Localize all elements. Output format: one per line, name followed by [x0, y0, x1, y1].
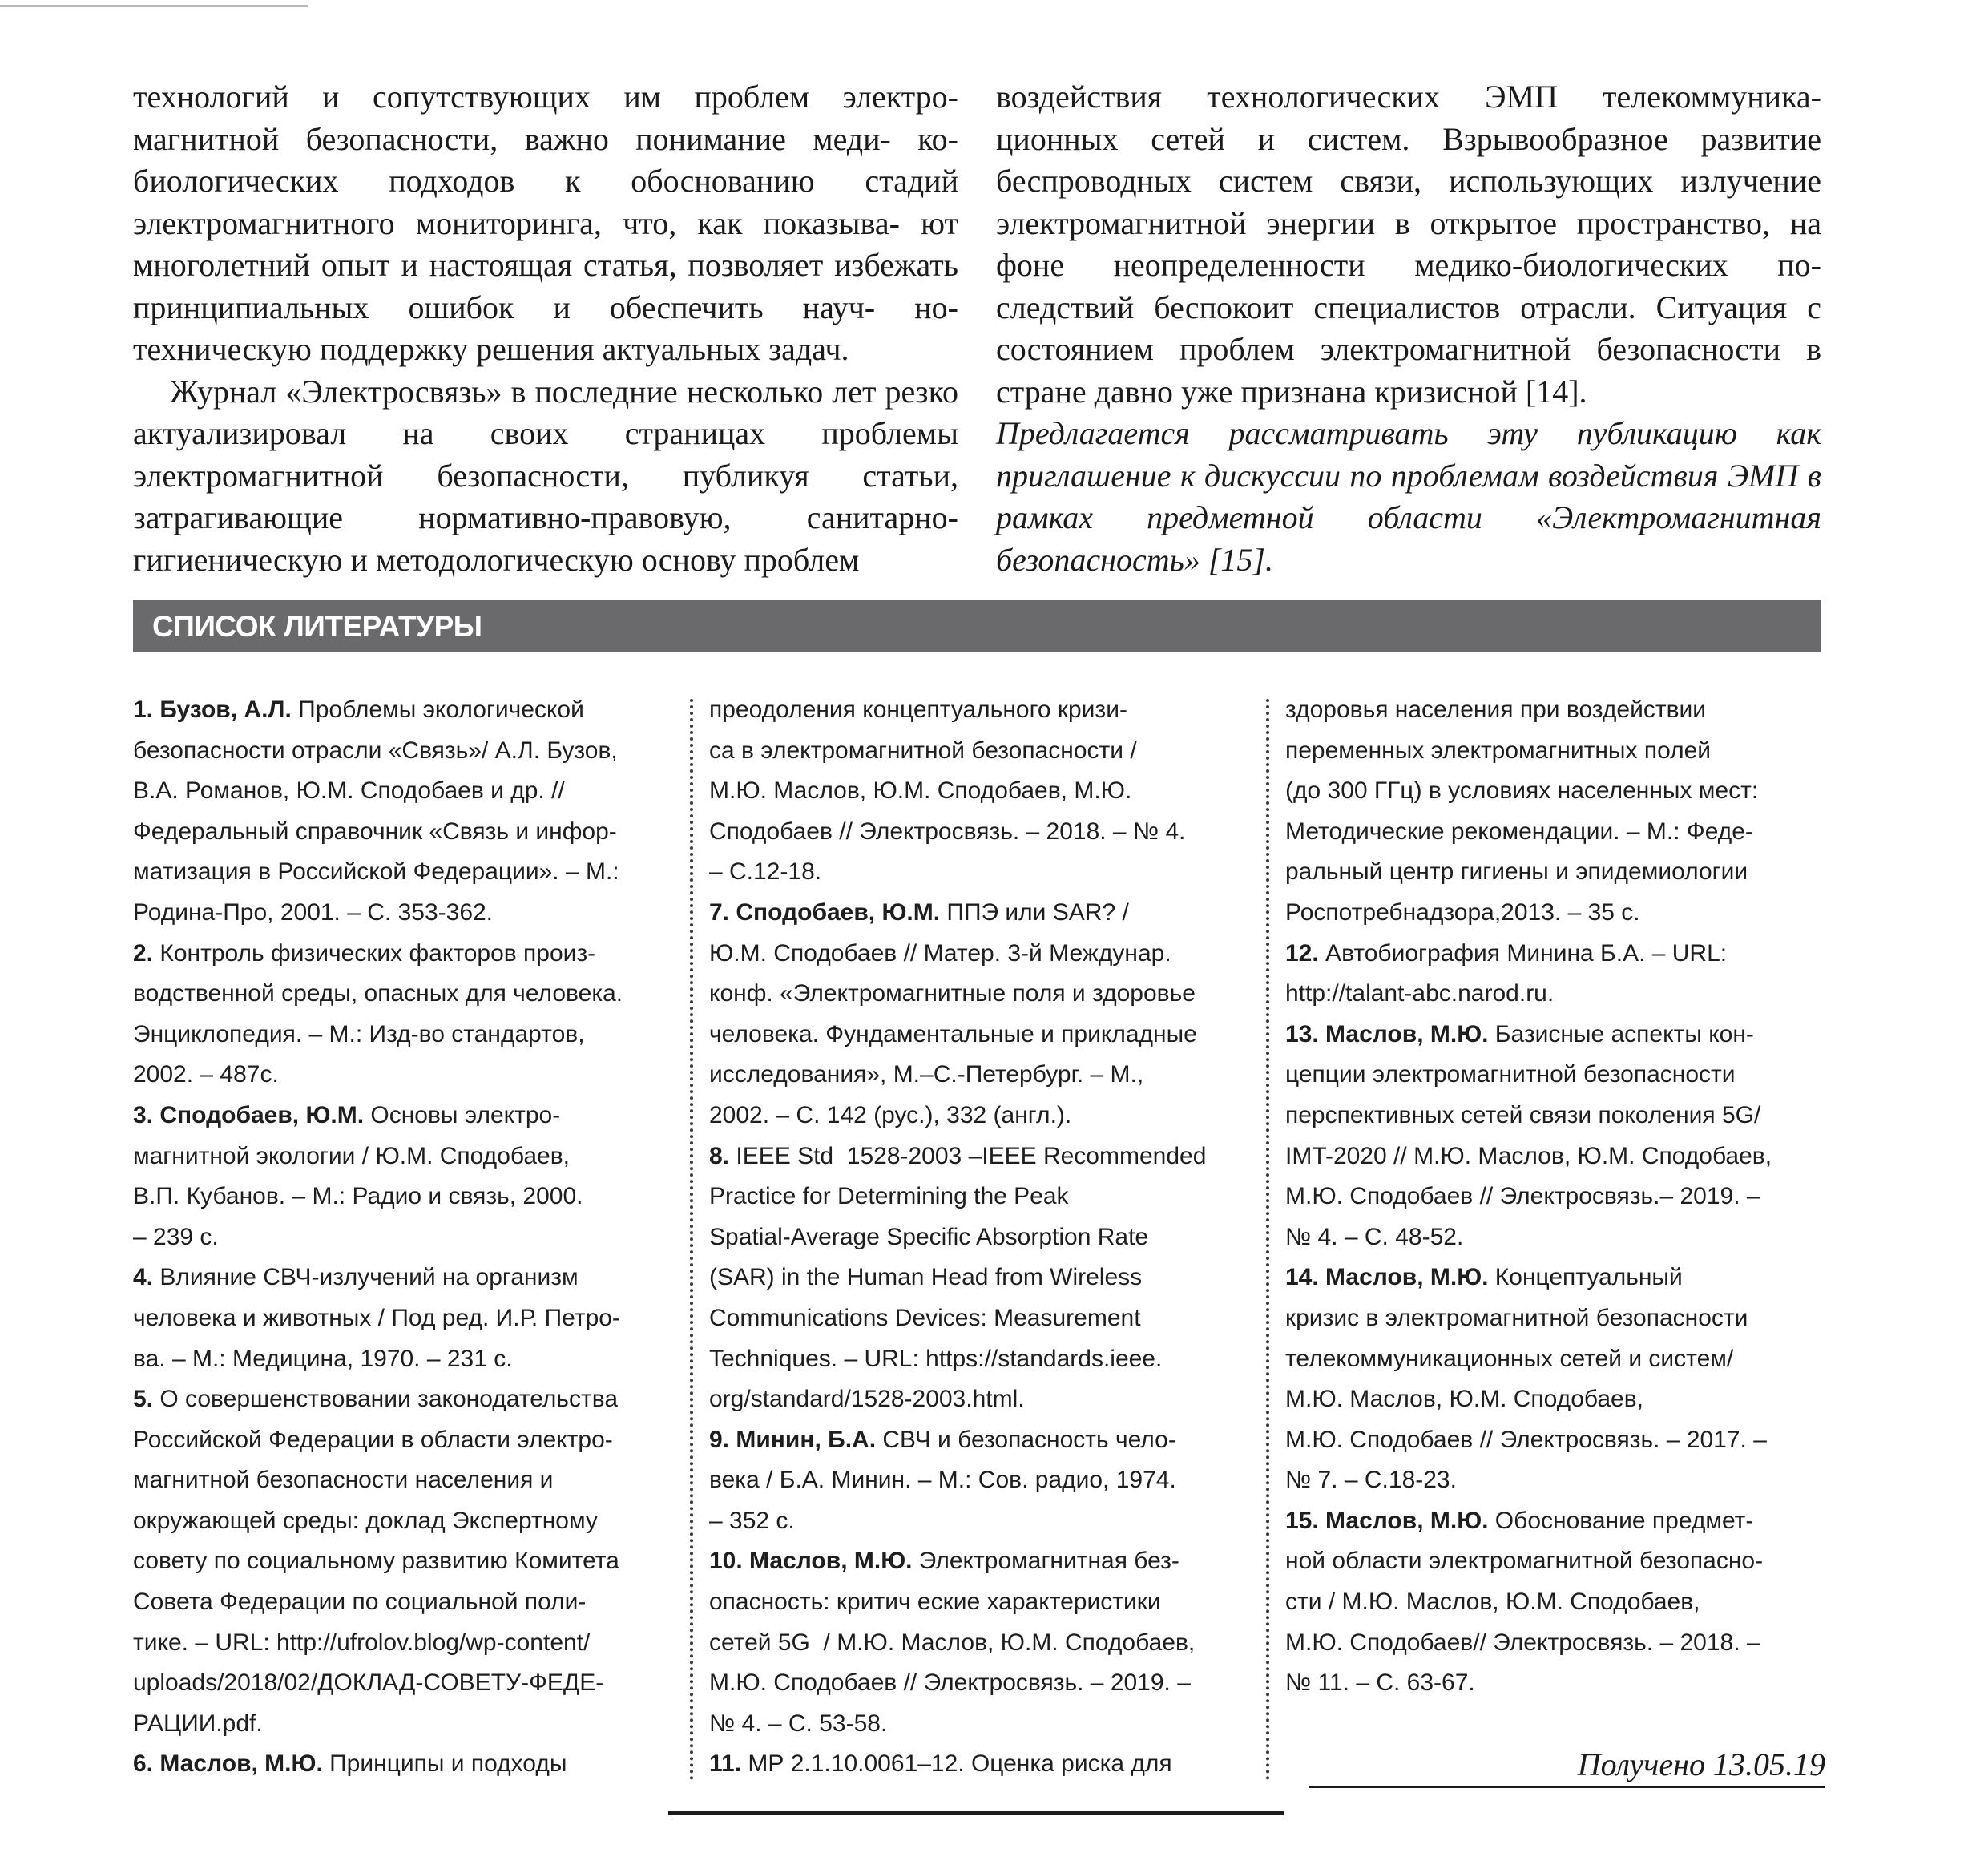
- reference-text: IEEE Std 1528-2003 –IEEE Recommended: [729, 1142, 1207, 1169]
- reference-text: М.Ю. Сподобаев// Электросвязь. – 2018. –: [1285, 1629, 1760, 1656]
- reference-text: магнитной экологии / Ю.М. Сподобаев,: [133, 1142, 571, 1169]
- reference-line: [133, 771, 690, 812]
- reference-text: окружающей среды: доклад Экспертному: [133, 1507, 598, 1534]
- reference-line: [709, 1420, 1266, 1461]
- reference-line: [1285, 1257, 1842, 1298]
- article-paragraph: [996, 76, 1821, 413]
- reference-line: [133, 1379, 690, 1420]
- reference-text: № 7. – С.18-23.: [1285, 1467, 1457, 1494]
- article-paragraph: [133, 76, 958, 371]
- reference-text: uploads/2018/02/ДОКЛАД-СОВЕТУ-ФЕДЕ-: [133, 1669, 604, 1697]
- reference-line: [1285, 1177, 1842, 1217]
- reference-text: М.Ю. Маслов, Ю.М. Сподобаев,: [1285, 1386, 1644, 1413]
- reference-author: 3. Сподобаев, Ю.М.: [133, 1101, 365, 1128]
- reference-line: [133, 690, 690, 731]
- reference-text: Проблемы экологической: [291, 696, 584, 723]
- reference-text: Методические рекомендации. – М.: Феде-: [1285, 817, 1753, 845]
- reference-line: [709, 934, 1266, 975]
- paragraph-text: воздействия технологических ЭМП телекоммуника- ционных сетей и систем. Взрывообразное развитие беспроводных систем связи, использующих излучение электромагнитной энергии в открытое пространство, на фоне неопределенности медико-биологических по- следствий беспокоит специалистов отрасли. Ситуация с состоянием проблем электромагнитной безопасности в стране давно уже признана кризисной [14].: [996, 79, 1821, 410]
- reference-text: опасность: критич еские характеристики: [709, 1588, 1161, 1616]
- reference-author: 4.: [133, 1264, 154, 1291]
- reference-line: [133, 1704, 690, 1745]
- reference-text: 2002. – 487с.: [133, 1061, 279, 1088]
- article-column-right: [996, 76, 1821, 581]
- reference-line: [1285, 1501, 1842, 1542]
- reference-line: [709, 1298, 1266, 1339]
- reference-line: [709, 1663, 1266, 1704]
- reference-author: 11.: [709, 1750, 742, 1778]
- reference-text: человека и животных / Под ред. И.Р. Петро-: [133, 1304, 620, 1331]
- reference-text: Базисные аспекты кон-: [1488, 1020, 1754, 1048]
- reference-text: Роспотребнадзора,2013. – 35 с.: [1285, 898, 1640, 926]
- reference-line: [709, 1096, 1266, 1136]
- reference-line: [1285, 1339, 1842, 1380]
- reference-line: [709, 1582, 1266, 1623]
- reference-author: 1. Бузов, А.Л.: [133, 696, 292, 723]
- reference-line: [1285, 1298, 1842, 1339]
- reference-text: В.А. Романов, Ю.М. Сподобаев и др. //: [133, 777, 565, 805]
- reference-line: [1285, 1015, 1842, 1056]
- reference-line: [133, 1339, 690, 1380]
- reference-line: [1285, 812, 1842, 853]
- reference-text: – С.12-18.: [709, 858, 822, 886]
- reference-text: безопасности отрасли «Связь»/ А.Л. Бузов,: [133, 737, 618, 764]
- references-column-3: [1285, 690, 1842, 1704]
- reference-text: М.Ю. Сподобаев // Электросвязь. – 2019. –: [709, 1669, 1191, 1697]
- reference-line: [709, 1257, 1266, 1298]
- reference-line: [133, 1541, 690, 1582]
- received-underline: [1309, 1786, 1825, 1788]
- reference-text: магнитной безопасности населения и: [133, 1467, 554, 1494]
- reference-text: Techniques. – URL: https://standards.ieee.: [709, 1345, 1163, 1372]
- reference-text: Российской Федерации в области электро-: [133, 1426, 613, 1453]
- reference-text: Принципы и подходы: [322, 1750, 567, 1778]
- reference-line: [1285, 934, 1842, 975]
- reference-text: Совета Федерации по социальной поли-: [133, 1588, 587, 1616]
- reference-author: 5.: [133, 1386, 154, 1413]
- reference-text: М.Ю. Маслов, Ю.М. Сподобаев, М.Ю.: [709, 777, 1132, 805]
- reference-line: [1285, 731, 1842, 772]
- reference-text: М.Ю. Сподобаев // Электросвязь. – 2017. –: [1285, 1426, 1767, 1453]
- reference-line: [709, 1015, 1266, 1056]
- reference-text: тике. – URL: http://ufrolov.blog/wp-content/: [133, 1629, 591, 1656]
- reference-text: Энциклопедия. – М.: Изд-во стандартов,: [133, 1020, 585, 1048]
- reference-text: ва. – М.: Медицина, 1970. – 231 с.: [133, 1345, 513, 1372]
- reference-author: 12.: [1285, 939, 1319, 967]
- paragraph-text: Предлагается рассматривать эту публикацию как приглашение к дискуссии по проблемам воздействия ЭМП в рамках предметной области «Электромагнитная безопасность» [15].: [996, 415, 1821, 578]
- references-column-1: [133, 690, 690, 1785]
- references-heading-bar: [133, 600, 1821, 652]
- reference-line: [1285, 1055, 1842, 1096]
- reference-line: [709, 893, 1266, 934]
- reference-line: [133, 1257, 690, 1298]
- reference-line: [709, 974, 1266, 1015]
- reference-line: [133, 1663, 690, 1704]
- reference-author: 13. Маслов, М.Ю.: [1285, 1020, 1489, 1048]
- reference-text: Влияние СВЧ-излучений на организм: [153, 1264, 579, 1291]
- reference-line: [709, 1217, 1266, 1258]
- reference-text: МР 2.1.10.0061–12. Оценка риска для: [741, 1750, 1172, 1778]
- reference-text: ральный центр гигиены и эпидемиологии: [1285, 858, 1748, 886]
- reference-line: [133, 812, 690, 853]
- reference-line: [709, 812, 1266, 853]
- reference-line: [709, 1136, 1266, 1177]
- paragraph-text: технологий и сопутствующих им проблем электро- магнитной безопасности, важно понимание меди- ко-биологических подходов к обоснованию стадий электромагнитного мониторинга, что, как показыва- ют многолетний опыт и настоящая статья, позволяет избежать принципиальных ошибок и обеспечить науч- но-техническую поддержку решения актуальных задач.: [133, 79, 958, 367]
- reference-text: водственной среды, опасных для человека.: [133, 980, 623, 1007]
- reference-line: [133, 1217, 690, 1258]
- reference-text: Электромагнитная без-: [912, 1548, 1179, 1575]
- reference-line: [133, 1744, 690, 1785]
- reference-line: [133, 893, 690, 934]
- reference-line: [1285, 852, 1842, 893]
- reference-text: Сподобаев // Электросвязь. – 2018. – № 4.: [709, 817, 1186, 845]
- reference-line: [1285, 1420, 1842, 1461]
- reference-text: РАЦИИ.pdf.: [133, 1710, 263, 1737]
- reference-author: 9. Минин, Б.А.: [709, 1426, 877, 1453]
- reference-text: кризис в электромагнитной безопасности: [1285, 1304, 1748, 1331]
- reference-text: века / Б.А. Минин. – М.: Сов. радио, 1974.: [709, 1467, 1176, 1494]
- article-column-left: [133, 76, 958, 581]
- page-bottom-rule: [668, 1811, 1284, 1815]
- reference-text: исследования», М.–С.-Петербург. – М.,: [709, 1061, 1144, 1088]
- reference-line: [133, 1501, 690, 1542]
- reference-text: СВЧ и безопасность чело-: [876, 1426, 1176, 1453]
- reference-text: № 4. – С. 53-58.: [709, 1710, 888, 1737]
- reference-text: М.Ю. Сподобаев // Электросвязь.– 2019. –: [1285, 1183, 1760, 1210]
- reference-text: переменных электромагнитных полей: [1285, 737, 1712, 764]
- reference-text: совету по социальному развитию Комитета: [133, 1548, 619, 1575]
- reference-line: [1285, 690, 1842, 731]
- reference-text: ной области электромагнитной безопасно-: [1285, 1548, 1764, 1575]
- reference-line: [709, 1704, 1266, 1745]
- reference-text: Контроль физических факторов произ-: [153, 939, 596, 967]
- reference-text: О совершенствовании законодательства: [153, 1386, 619, 1413]
- reference-text: здоровья населения при воздействии: [1285, 696, 1707, 723]
- reference-text: Spatial-Average Specific Absorption Rate: [709, 1223, 1149, 1250]
- received-date: Получено 13.05.19: [1577, 1746, 1825, 1782]
- reference-text: org/standard/1528-2003.html.: [709, 1386, 1025, 1413]
- reference-line: [709, 1744, 1266, 1785]
- reference-line: [133, 1298, 690, 1339]
- reference-text: В.П. Кубанов. – М.: Радио и связь, 2000.: [133, 1183, 583, 1210]
- column-divider: [690, 699, 693, 1781]
- reference-text: матизация в Российской Федерации». – М.:: [133, 858, 619, 886]
- reference-text: телекоммуникационных сетей и систем/: [1285, 1345, 1734, 1372]
- reference-text: Обоснование предмет-: [1488, 1507, 1754, 1534]
- reference-author: 7. Сподобаев, Ю.М.: [709, 898, 941, 926]
- reference-line: [709, 1055, 1266, 1096]
- reference-text: Practice for Determining the Peak: [709, 1183, 1069, 1210]
- reference-line: [709, 1379, 1266, 1420]
- reference-text: № 11. – С. 63-67.: [1285, 1669, 1475, 1697]
- reference-line: [1285, 1460, 1842, 1501]
- reference-text: 2002. – С. 142 (рус.), 332 (англ.).: [709, 1101, 1072, 1128]
- reference-text: конф. «Электромагнитные поля и здоровье: [709, 980, 1196, 1007]
- column-divider: [1266, 699, 1269, 1781]
- reference-line: [1285, 893, 1842, 934]
- reference-text: преодоления концептуального кризи-: [709, 696, 1127, 723]
- reference-text: цепции электромагнитной безопасности: [1285, 1061, 1736, 1088]
- reference-line: [709, 1460, 1266, 1501]
- reference-line: [709, 1177, 1266, 1217]
- reference-line: [1285, 1096, 1842, 1136]
- reference-line: [133, 852, 690, 893]
- reference-line: [709, 1541, 1266, 1582]
- reference-line: [133, 1582, 690, 1623]
- reference-line: [133, 1136, 690, 1177]
- reference-line: [709, 771, 1266, 812]
- reference-text: Ю.М. Сподобаев // Матер. 3-й Междунар.: [709, 939, 1171, 967]
- reference-text: IMT-2020 // М.Ю. Маслов, Ю.М. Сподобаев,: [1285, 1142, 1772, 1169]
- references-heading: СПИСОК ЛИТЕРАТУРЫ: [152, 610, 482, 643]
- reference-line: [133, 1623, 690, 1664]
- reference-line: [133, 1420, 690, 1461]
- reference-line: [133, 1055, 690, 1096]
- reference-line: [709, 1339, 1266, 1380]
- reference-line: [1285, 1623, 1842, 1664]
- reference-line: [709, 852, 1266, 893]
- reference-text: – 352 с.: [709, 1507, 795, 1534]
- reference-line: [709, 690, 1266, 731]
- reference-text: Концептуальный: [1488, 1264, 1683, 1291]
- reference-line: [1285, 1136, 1842, 1177]
- reference-text: Родина-Про, 2001. – С. 353-362.: [133, 898, 494, 926]
- reference-text: сти / М.Ю. Маслов, Ю.М. Сподобаев,: [1285, 1588, 1700, 1616]
- reference-line: [1285, 974, 1842, 1015]
- reference-author: 15. Маслов, М.Ю.: [1285, 1507, 1489, 1534]
- reference-text: http://talant-abc.narod.ru.: [1285, 980, 1555, 1007]
- reference-text: человека. Фундаментальные и прикладные: [709, 1020, 1197, 1048]
- reference-author: 14. Маслов, М.Ю.: [1285, 1264, 1489, 1291]
- reference-text: – 239 с.: [133, 1223, 219, 1250]
- reference-text: перспективных сетей связи поколения 5G/: [1285, 1101, 1761, 1128]
- reference-line: [709, 1623, 1266, 1664]
- reference-line: [133, 1015, 690, 1056]
- reference-line: [1285, 1217, 1842, 1258]
- reference-line: [1285, 1663, 1842, 1704]
- reference-text: са в электромагнитной безопасности /: [709, 737, 1137, 764]
- reference-line: [709, 731, 1266, 772]
- reference-line: [1285, 1379, 1842, 1420]
- reference-text: № 4. – С. 48-52.: [1285, 1223, 1464, 1250]
- reference-text: Автобиография Минина Б.А. – URL:: [1318, 939, 1728, 967]
- reference-author: 6. Маслов, М.Ю.: [133, 1750, 323, 1778]
- article-paragraph: [133, 371, 958, 582]
- reference-line: [133, 1460, 690, 1501]
- reference-line: [1285, 771, 1842, 812]
- reference-line: [133, 1177, 690, 1217]
- reference-line: [133, 1096, 690, 1136]
- reference-line: [133, 934, 690, 975]
- reference-text: Федеральный справочник «Связь и инфор-: [133, 817, 617, 845]
- reference-text: ППЭ или SAR? /: [940, 898, 1129, 926]
- reference-line: [1285, 1582, 1842, 1623]
- reference-text: Основы электро-: [364, 1101, 561, 1128]
- reference-text: сетей 5G / М.Ю. Маслов, Ю.М. Сподобаев,: [709, 1629, 1196, 1656]
- reference-line: [1285, 1541, 1842, 1582]
- paragraph-text: Журнал «Электросвязь» в последние несколько лет резко актуализировал на своих страницах проблемы электромагнитной безопасности, публикуя статьи, затрагивающие нормативно-правовую, санитарно- гигиеническую и методологическую основу проблем: [133, 373, 958, 578]
- article-paragraph: [996, 413, 1821, 581]
- reference-author: 2.: [133, 939, 154, 967]
- reference-line: [133, 731, 690, 772]
- reference-author: 8.: [709, 1142, 730, 1169]
- reference-line: [709, 1501, 1266, 1542]
- reference-text: (SAR) in the Human Head from Wireless: [709, 1264, 1143, 1291]
- reference-text: Communications Devices: Measurement: [709, 1304, 1141, 1331]
- reference-text: (до 300 ГГц) в условиях населенных мест:: [1285, 777, 1759, 805]
- references-column-2: [709, 690, 1266, 1785]
- reference-author: 10. Маслов, М.Ю.: [709, 1548, 913, 1575]
- reference-line: [133, 974, 690, 1015]
- top-rule: [0, 5, 308, 7]
